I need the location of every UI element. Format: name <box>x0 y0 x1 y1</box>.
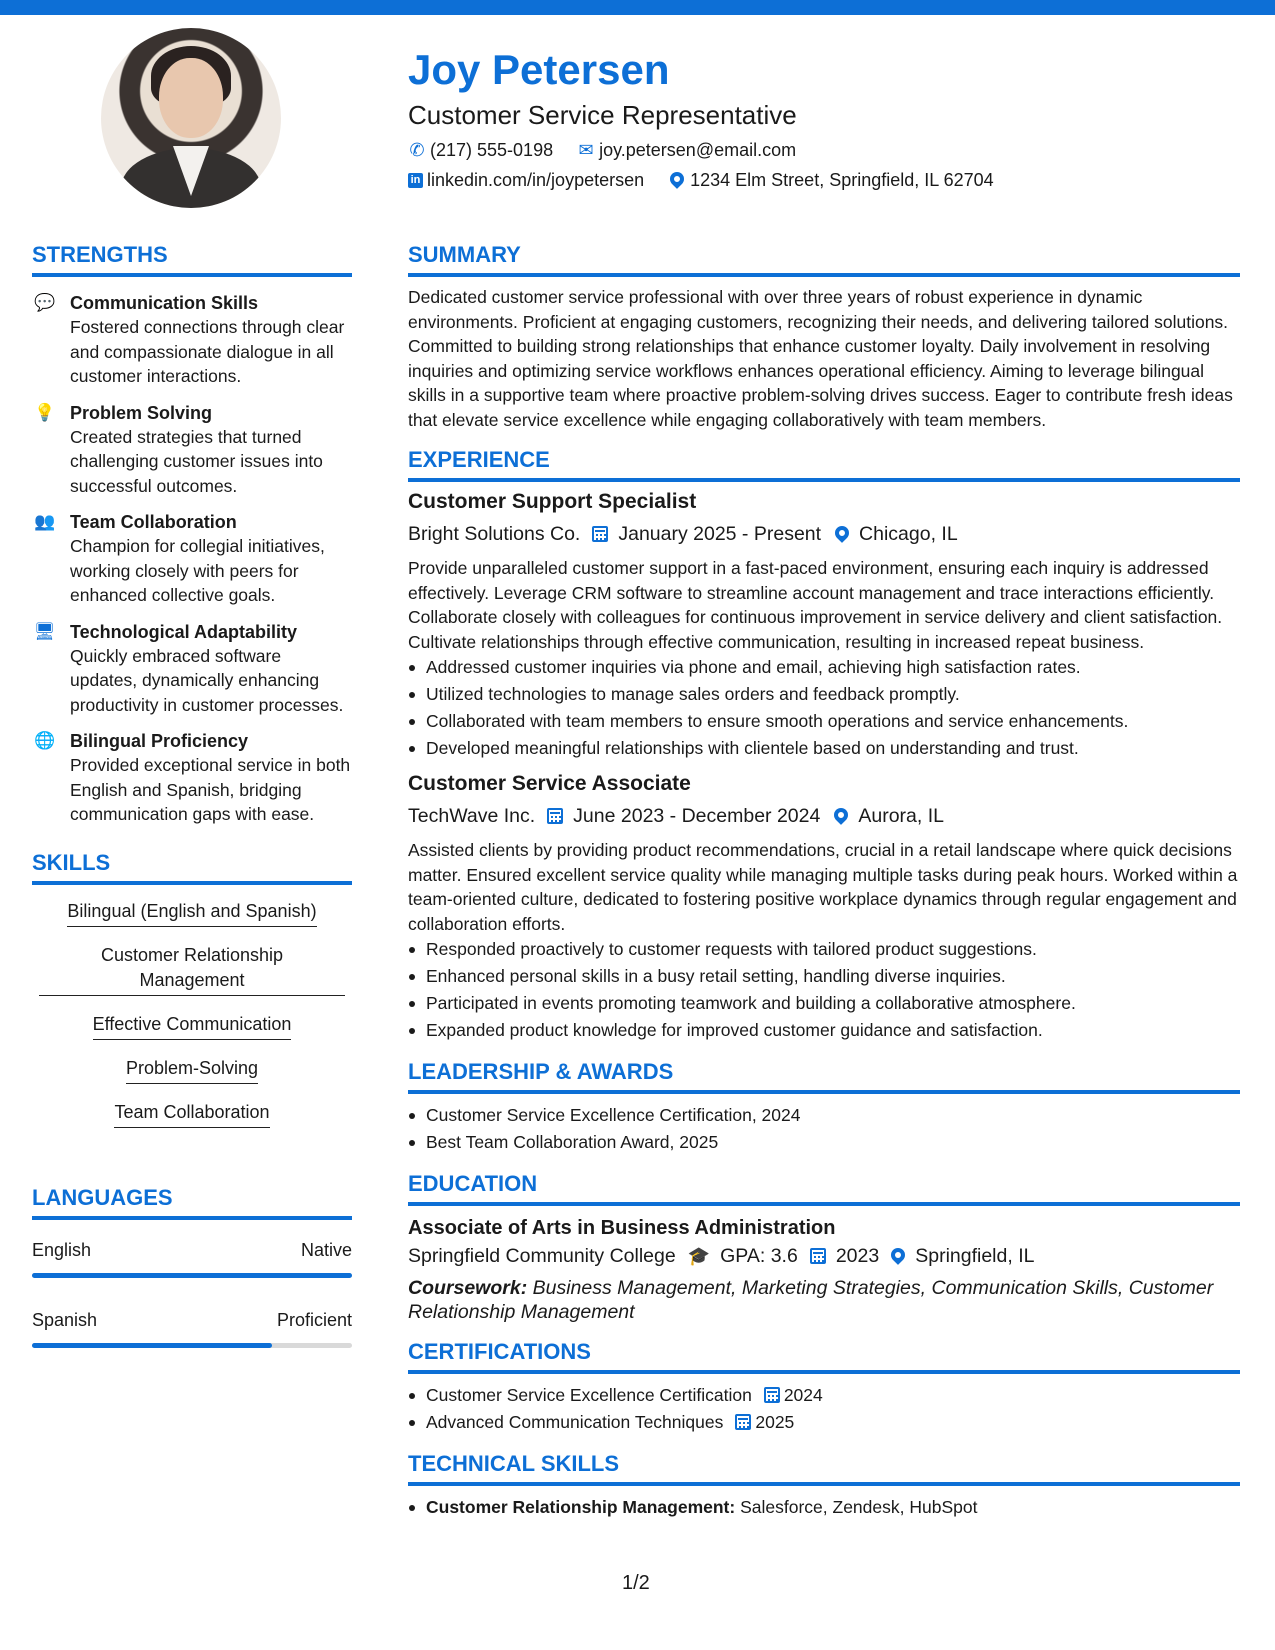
award-item: Best Team Collaboration Award, 2025 <box>408 1129 1240 1156</box>
strength-title: Bilingual Proficiency <box>70 731 249 751</box>
job-meta <box>408 520 1240 548</box>
phone-item <box>408 138 553 162</box>
skill-item: Effective Communication <box>93 1012 292 1040</box>
globe-icon: 🌐 <box>34 731 56 750</box>
coursework-label: Coursework: <box>408 1277 528 1299</box>
job-title: Customer Support Specialist <box>408 490 697 513</box>
language-level-fill <box>32 1343 272 1348</box>
language-level-bar <box>32 1343 352 1348</box>
language-row <box>32 1308 352 1332</box>
location-pin-icon <box>668 168 686 192</box>
coursework <box>408 1276 1240 1324</box>
strength-desc: Fostered connections through clear and compassionate dialogue in all customer interactions. <box>70 317 345 386</box>
award-item: Customer Service Excellence Certification, 2024 <box>408 1102 1240 1129</box>
education-location: Springfield, IL <box>915 1245 1035 1267</box>
location-pin-icon <box>834 802 848 830</box>
language-level-bar <box>32 1273 352 1278</box>
job-company: TechWave Inc. <box>408 805 536 827</box>
linkedin-text[interactable]: linkedin.com/in/joypetersen <box>427 170 645 190</box>
strength-title: Technological Adaptability <box>70 621 298 642</box>
education-meta <box>408 1242 1240 1270</box>
language-level-fill <box>32 1273 352 1278</box>
strength-desc: Created strategies that turned challenging customer issues into successful outcomes. <box>70 426 323 496</box>
bullet-item: Expanded product knowledge for improved customer guidance and satisfaction. <box>408 1017 1240 1044</box>
job-description: Assisted clients by providing product recommendations, crucial in a retail landscape where quick decisions matter. Ensured excellent service quality while managing multiple tasks during peak hours. Worked within a team-oriented culture, dedicated to fostering positive workplace dynamics through regular engagement and collaboration efforts. <box>408 840 1238 934</box>
right-column <box>408 241 1240 1521</box>
strength-title: Team Collaboration <box>70 512 237 532</box>
job-location: Aurora, IL <box>858 805 944 827</box>
candidate-title: Customer Service Representative <box>408 100 797 130</box>
linkedin-item[interactable] <box>408 168 644 192</box>
candidate-name: Joy Petersen <box>408 46 670 93</box>
language-row <box>32 1238 352 1262</box>
strength-desc: Provided exceptional service in both English and Spanish, bridging communication gaps with ease. <box>70 755 351 824</box>
skills-list <box>32 899 352 1144</box>
calendar-icon <box>810 1242 826 1270</box>
email-item[interactable] <box>577 138 796 162</box>
education-year: 2023 <box>835 1245 880 1267</box>
skills-heading: SKILLS <box>32 849 352 885</box>
strength-title: Communication Skills <box>70 293 259 313</box>
strength-item <box>32 510 352 608</box>
certification-year: 2024 <box>783 1385 823 1405</box>
language-name: English <box>32 1239 92 1260</box>
awards-heading: LEADERSHIP & AWARDS <box>408 1058 1240 1094</box>
certifications-list <box>408 1382 1240 1436</box>
left-column <box>32 241 352 1348</box>
bullet-item: Developed meaningful relationships with clientele based on understanding and trust. <box>408 735 1240 762</box>
job-meta <box>408 802 1240 830</box>
summary-text: Dedicated customer service professional with over three years of robust experience in dynamic environments. Proficient at engaging customers, recognizing their needs, and delivering tailored solutions. Committed to building strong relationships that enhance customer loyalty. Daily involvement in resolving inquiries and optimizing service workflows enhances operational efficiency. Aiming to leverage bilingual skills in a supportive team where proactive problem-solving drives success. Eager to contribute fresh ideas that elevate service excellence while engaging collaboratively with team members. <box>408 287 1233 430</box>
strength-item <box>32 291 352 389</box>
certification-name: Customer Service Excellence Certification <box>426 1385 752 1405</box>
gpa-text: GPA: 3.6 <box>720 1245 798 1267</box>
certification-year: 2025 <box>755 1412 795 1432</box>
summary-heading: SUMMARY <box>408 241 1240 277</box>
job-title: Customer Service Associate <box>408 772 691 795</box>
job-location: Chicago, IL <box>859 523 958 545</box>
strengths-heading: STRENGTHS <box>32 241 352 277</box>
graduation-cap-icon: 🎓 <box>687 1246 711 1266</box>
location-pin-icon <box>835 520 849 548</box>
skill-item: Problem-Solving <box>126 1056 258 1084</box>
bullet-item: Addressed customer inquiries via phone and email, achieving high satisfaction rates. <box>408 654 1240 681</box>
phone-icon: ✆ <box>409 140 425 160</box>
job-entry <box>408 770 1240 1044</box>
contact-row-1 <box>408 138 1238 162</box>
degree-title: Associate of Arts in Business Administration <box>408 1217 836 1239</box>
strength-item <box>32 401 352 499</box>
linkedin-icon: in <box>408 173 423 188</box>
technical-skill-label: Customer Relationship Management: <box>426 1497 736 1517</box>
monitor-icon: 🖥 <box>34 621 56 641</box>
certification-item <box>408 1382 1240 1409</box>
job-bullets <box>408 936 1240 1044</box>
strength-desc: Quickly embraced software updates, dynamically enhancing productivity in customer processes. <box>70 645 344 715</box>
languages-heading: LANGUAGES <box>32 1184 352 1220</box>
skill-item: Bilingual (English and Spanish) <box>67 899 316 927</box>
bullet-item: Enhanced personal skills in a busy retail setting, handling diverse inquiries. <box>408 963 1240 990</box>
experience-heading: EXPERIENCE <box>408 446 1240 482</box>
bullet-item: Participated in events promoting teamwork and building a collaborative atmosphere. <box>408 990 1240 1017</box>
skill-item: Customer Relationship Management <box>39 943 345 996</box>
calendar-icon <box>764 1385 780 1405</box>
technical-skills-heading: TECHNICAL SKILLS <box>408 1450 1240 1486</box>
profile-photo <box>101 28 281 208</box>
lightbulb-icon: 💡 <box>34 402 56 422</box>
job-company: Bright Solutions Co. <box>408 523 581 545</box>
certification-name: Advanced Communication Techniques <box>426 1412 724 1432</box>
job-description: Provide unparalleled customer support in a fast-paced environment, ensuring each inquiry is addressed effectively. Leverage CRM software to streamline account management and trace interactions efficiently. Collaborate closely with colleagues for continuous improvement in service delivery and client satisfaction. Cultivate relationships through effective communication, resulting in increased repeat business. <box>408 558 1223 652</box>
strength-desc: Champion for collegial initiatives, working closely with peers for enhanced collective goals. <box>70 536 325 605</box>
address-text: 1234 Elm Street, Springfield, IL 62704 <box>690 170 994 190</box>
bullet-item: Responded proactively to customer requests with tailored product suggestions. <box>408 936 1240 963</box>
chat-icon: 💬 <box>34 293 56 312</box>
technical-skills-list <box>408 1494 1240 1521</box>
languages-list <box>32 1238 352 1348</box>
email-text[interactable]: joy.petersen@email.com <box>599 140 797 160</box>
bullet-item: Utilized technologies to manage sales orders and feedback promptly. <box>408 681 1240 708</box>
calendar-icon <box>592 520 608 548</box>
users-icon: 👥 <box>34 512 56 531</box>
awards-list <box>408 1102 1240 1156</box>
strength-title: Problem Solving <box>70 402 213 423</box>
strength-item <box>32 729 352 827</box>
education-heading: EDUCATION <box>408 1170 1240 1206</box>
page-number: 1/2 <box>622 1572 650 1594</box>
resume-header <box>408 42 1238 192</box>
top-accent-bar <box>0 0 1275 15</box>
location-pin-icon <box>891 1242 905 1270</box>
strengths-list <box>32 291 352 827</box>
school-name: Springfield Community College <box>408 1245 676 1267</box>
phone-text: (217) 555-0198 <box>430 140 554 160</box>
contact-row-2 <box>408 168 1238 192</box>
bullet-item: Collaborated with team members to ensure smooth operations and service enhancements. <box>408 708 1240 735</box>
certifications-heading: CERTIFICATIONS <box>408 1338 1240 1374</box>
address-item <box>668 168 994 192</box>
job-entry <box>408 488 1240 762</box>
calendar-icon <box>735 1412 751 1432</box>
skill-item: Team Collaboration <box>114 1100 269 1128</box>
language-name: Spanish <box>32 1309 98 1330</box>
language-level: Proficient <box>276 1309 352 1330</box>
technical-skill-item <box>408 1494 1240 1521</box>
language-level: Native <box>300 1239 352 1260</box>
certification-item <box>408 1409 1240 1436</box>
calendar-icon <box>547 802 563 830</box>
job-dates: January 2025 - Present <box>618 523 822 545</box>
envelope-icon: ✉ <box>578 140 594 160</box>
coursework-text: Business Management, Marketing Strategies, Communication Skills, Customer Relationship Management <box>408 1277 1214 1323</box>
job-bullets <box>408 654 1240 762</box>
strength-item <box>32 620 352 718</box>
job-dates: June 2023 - December 2024 <box>573 805 821 827</box>
technical-skill-value: Salesforce, Zendesk, HubSpot <box>740 1497 978 1517</box>
